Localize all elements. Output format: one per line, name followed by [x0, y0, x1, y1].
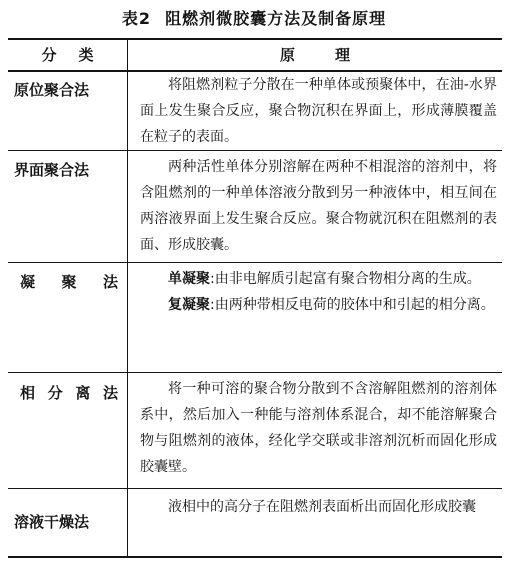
principle-item-simple: [140, 266, 497, 292]
row-category-phase-separation: 相分离法: [20, 384, 118, 402]
table-bottom-rule: [8, 556, 502, 558]
table-caption-title: 阻燃剂微胶囊方法及制备原理: [165, 9, 387, 28]
row-divider: [8, 262, 502, 263]
principle-text: :由两种带相反电荷的胶体中和引起的相分离。: [210, 297, 495, 313]
row-principle-phase-separation: [140, 376, 497, 480]
header-principle: 原理: [279, 46, 390, 64]
table-caption-number: 表2: [121, 9, 152, 28]
table-top-rule: [8, 38, 502, 40]
row-principle-interfacial: [140, 154, 497, 258]
principle-item-complex: [140, 292, 497, 318]
row-divider: [8, 372, 502, 373]
principle-text: :由非电解质引起富有聚合物相分离的生成。: [210, 271, 481, 287]
row-principle-coacervation: [140, 266, 497, 318]
row-divider: [8, 488, 502, 489]
principle-text: 将阻燃剂粒子分散在一种单体或预聚体中，在油-水界面上发生聚合反应，聚合物沉积在界面上，形成薄膜覆盖在粒子的表面。: [140, 77, 497, 145]
principle-text: 将一种可溶的聚合物分散到不含溶解阻燃剂的溶剂体系中，然后加入一种能与溶剂体系混合，却不能溶解聚合物与阻燃剂的液体，经化学交联或非溶剂沉析而固化形成胶囊壁。: [140, 381, 497, 475]
row-category-interfacial: 界面聚合法: [14, 161, 90, 179]
header-category: 分类: [41, 46, 116, 64]
row-category-solution-drying: 溶液干燥法: [14, 513, 90, 531]
principle-text: 液相中的高分子在阻燃剂表面析出而固化形成胶囊: [168, 499, 476, 515]
row-principle-in-situ: [140, 72, 497, 150]
principle-text: 两种活性单体分别溶解在两种不相混溶的溶剂中，将含阻燃剂的一种单体溶液分散到另一种液体中，相互间在两溶液界面上发生聚合反应。聚合物就沉积在阻燃剂的表面、形成胶囊。: [140, 159, 497, 253]
row-category-coacervation: 凝聚法: [20, 273, 118, 291]
row-category-in-situ: 原位聚合法: [14, 81, 90, 99]
table-caption: [0, 6, 508, 29]
row-divider: [8, 150, 502, 151]
column-divider: [127, 38, 128, 558]
row-principle-solution-drying: [140, 494, 497, 520]
term-simple-coacervation: 单凝聚: [168, 271, 210, 287]
term-complex-coacervation: 复凝聚: [168, 297, 210, 313]
